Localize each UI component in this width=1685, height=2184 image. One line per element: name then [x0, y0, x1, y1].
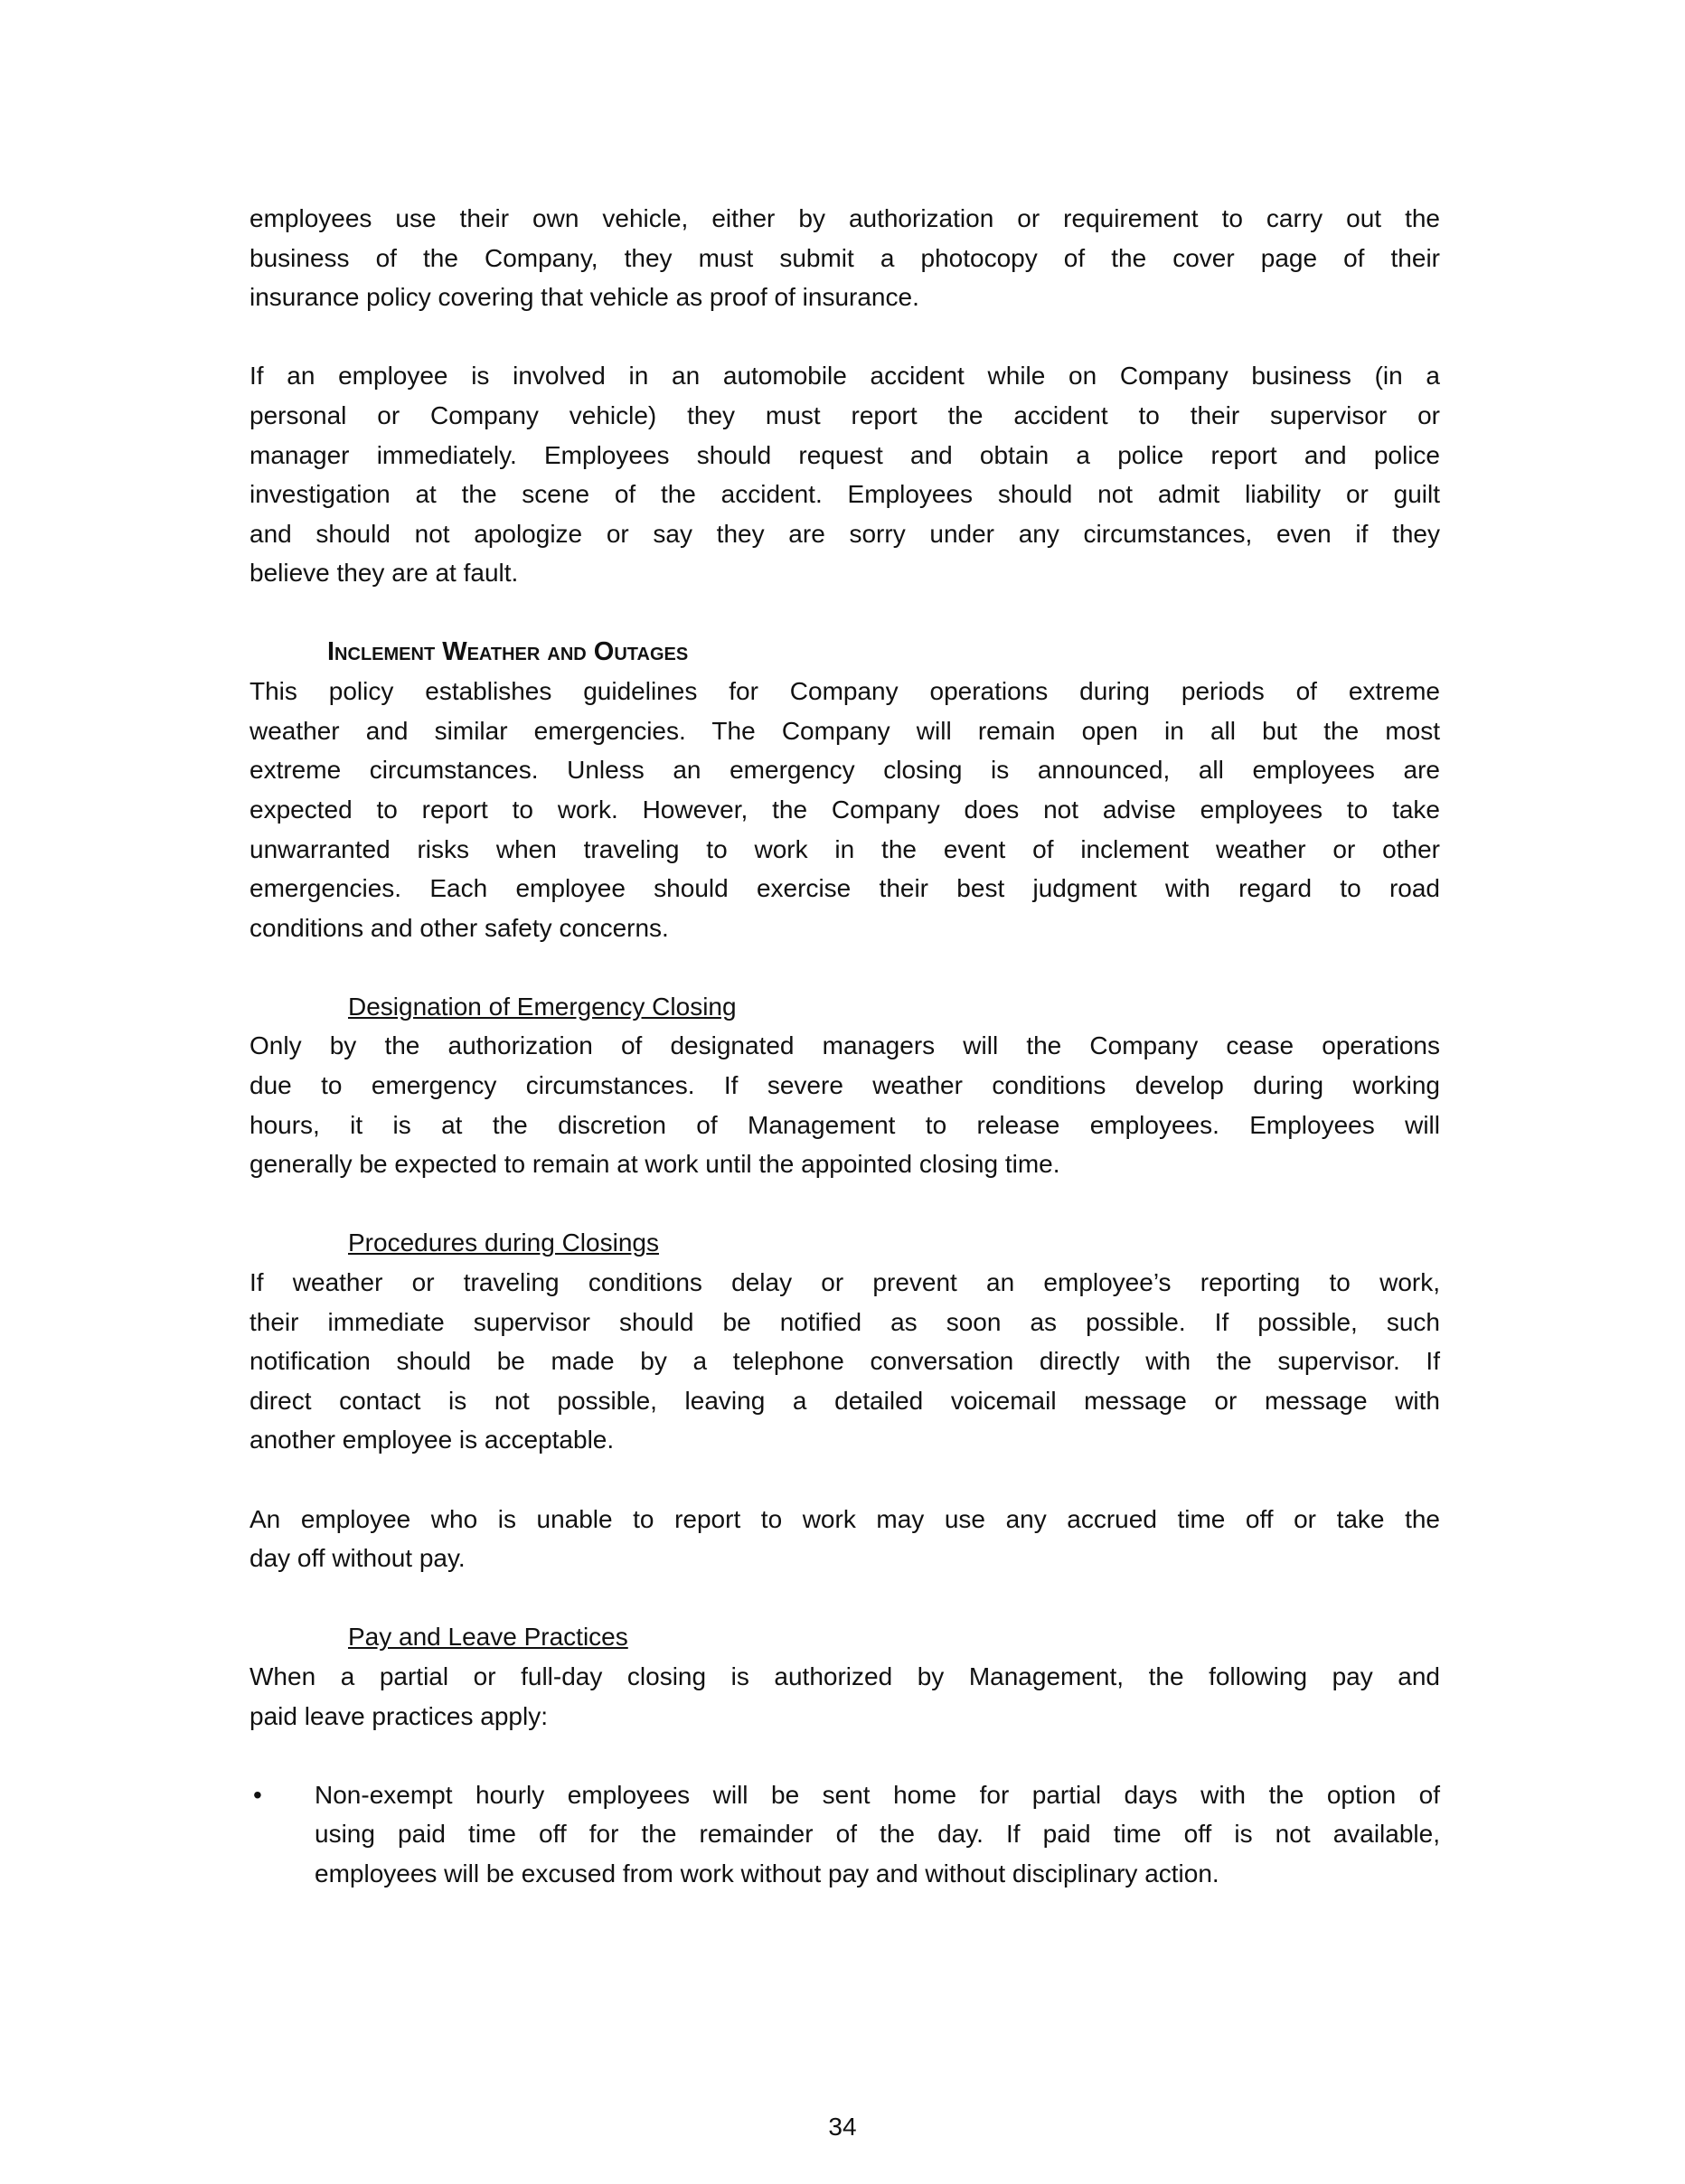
- paragraph-spacer: [249, 1578, 1440, 1618]
- bullet-text: [315, 1775, 1440, 1894]
- text-line: Non-exempt hourly employees will be sent home for partial days with the option of: [315, 1780, 1440, 1809]
- paragraph-spacer: [249, 947, 1440, 987]
- text-line: conditions and other safety concerns.: [249, 913, 669, 942]
- subheading-pay-leave: Pay and Leave Practices: [348, 1623, 628, 1652]
- paragraph-designation: [249, 1026, 1440, 1183]
- bullet-icon: •: [253, 1780, 262, 1809]
- text-line: personal or Company vehicle) they must report the accident to their supervisor or: [249, 400, 1440, 429]
- text-line: their immediate supervisor should be notified as soon as possible. If possible, such: [249, 1307, 1440, 1336]
- text-line: hours, it is at the discretion of Management to release employees. Employees will: [249, 1110, 1440, 1139]
- section-heading: Inclement Weather and Outages: [327, 636, 689, 666]
- paragraph-spacer: [249, 1460, 1440, 1500]
- paragraph-procedures: [249, 1263, 1440, 1460]
- text-line: weather and similar emergencies. The Company will remain open in all but the most: [249, 716, 1440, 745]
- text-line: insurance policy covering that vehicle as proof of insurance.: [249, 283, 919, 312]
- text-line: When a partial or full-day closing is authorized by Management, the following pay and: [249, 1662, 1440, 1690]
- text-line: employees will be excused from work without pay and without disciplinary action.: [315, 1859, 1219, 1887]
- paragraph-spacer: [249, 1736, 1440, 1775]
- text-line: and should not apologize or say they are sorry under any circumstances, even if they: [249, 519, 1440, 548]
- document-body: [249, 199, 1440, 1894]
- paragraph-spacer: [249, 317, 1440, 357]
- text-line: If an employee is involved in an automobile accident while on Company business (in a: [249, 362, 1440, 391]
- text-line: extreme circumstances. Unless an emergency closing is announced, all employees are: [249, 756, 1440, 785]
- paragraph-pay-leave: [249, 1657, 1440, 1736]
- paragraph-unable-to-report: [249, 1500, 1440, 1578]
- text-line: paid leave practices apply:: [249, 1701, 548, 1730]
- text-line: due to emergency circumstances. If severe weather conditions develop during working: [249, 1071, 1440, 1100]
- subheading-designation: Designation of Emergency Closing: [348, 992, 737, 1021]
- paragraph-spacer: [249, 593, 1440, 633]
- text-line: business of the Company, they must submit a photocopy of the cover page of their: [249, 243, 1440, 272]
- bullet-item: [249, 1775, 1440, 1894]
- text-line: Only by the authorization of designated managers will the Company cease operations: [249, 1031, 1440, 1060]
- text-line: believe they are at fault.: [249, 559, 519, 588]
- text-line: An employee who is unable to report to work may use any accrued time off or take the: [249, 1504, 1440, 1533]
- text-line: direct contact is not possible, leaving a detailed voicemail message or message with: [249, 1386, 1440, 1415]
- subheading-procedures: Procedures during Closings: [348, 1228, 659, 1257]
- text-line: another employee is acceptable.: [249, 1426, 615, 1454]
- text-line: employees use their own vehicle, either by authorization or requirement to carry out the: [249, 204, 1440, 232]
- page-number: 34: [828, 2113, 857, 2141]
- paragraph-vehicle-insurance: [249, 199, 1440, 317]
- text-line: notification should be made by a telephone conversation directly with the supervisor. If: [249, 1347, 1440, 1376]
- text-line: investigation at the scene of the accident. Employees should not admit liability or guilt: [249, 480, 1440, 509]
- text-line: emergencies. Each employee should exercise their best judgment with regard to road: [249, 874, 1440, 903]
- text-line: using paid time off for the remainder of the day. If paid time off is not available,: [315, 1820, 1440, 1849]
- text-line: expected to report to work. However, the Company does not advise employees to take: [249, 795, 1440, 824]
- text-line: generally be expected to remain at work until the appointed closing time.: [249, 1150, 1060, 1179]
- text-line: manager immediately. Employees should request and obtain a police report and police: [249, 440, 1440, 469]
- paragraph-automobile-accident: [249, 356, 1440, 593]
- paragraph-spacer: [249, 1184, 1440, 1224]
- text-line: This policy establishes guidelines for Company operations during periods of extreme: [249, 677, 1440, 706]
- text-line: unwarranted risks when traveling to work in the event of inclement weather or other: [249, 834, 1440, 863]
- text-line: If weather or traveling conditions delay or prevent an employee’s reporting to work,: [249, 1268, 1440, 1297]
- paragraph-inclement-policy: [249, 672, 1440, 947]
- text-line: day off without pay.: [249, 1544, 466, 1573]
